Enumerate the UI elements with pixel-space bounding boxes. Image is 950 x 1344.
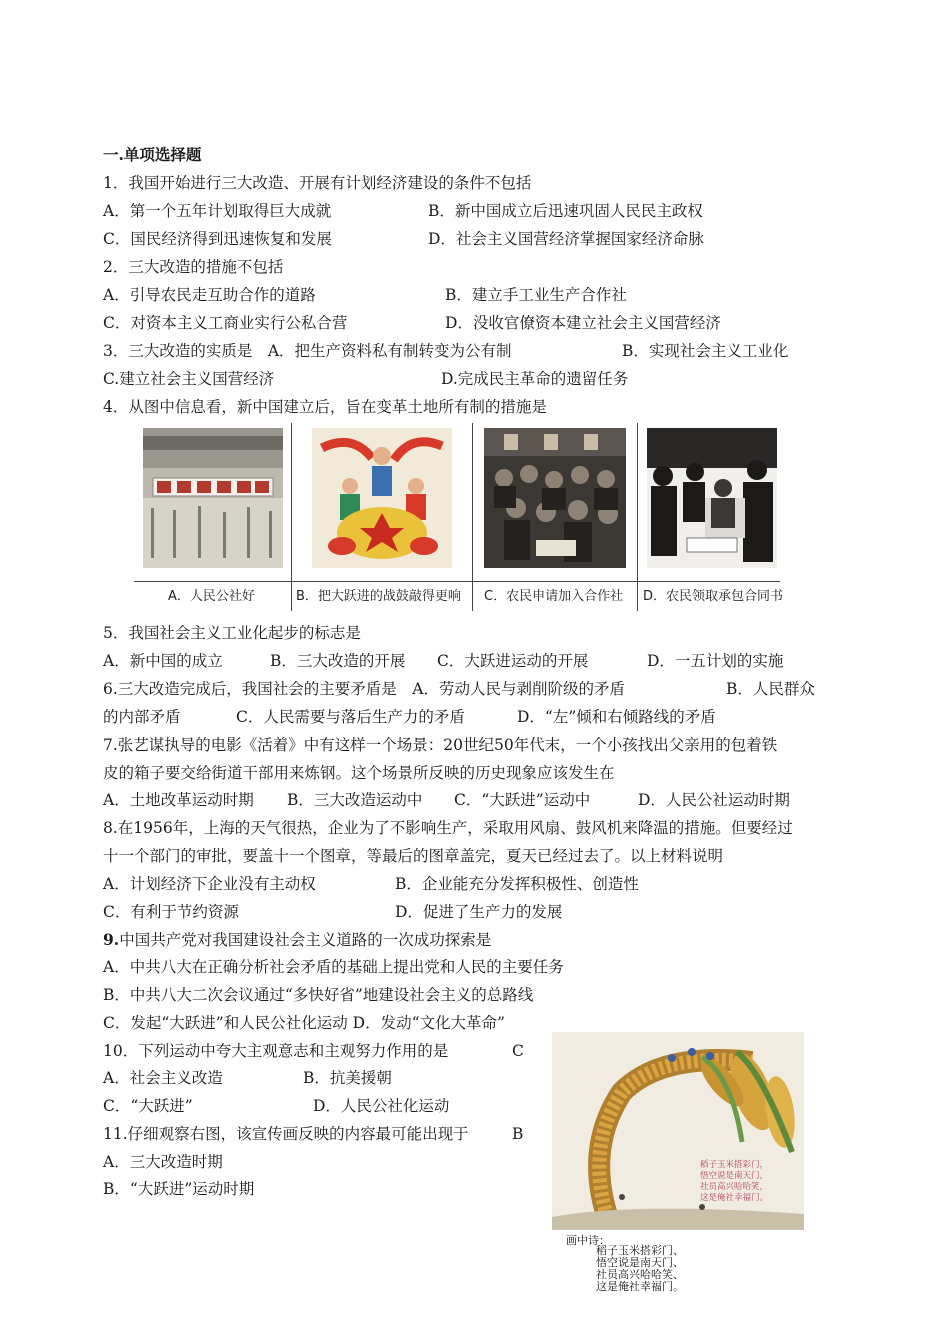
q10-answer: C xyxy=(512,1042,524,1060)
q4-caption-d: D．农民领取承包合同书 xyxy=(643,589,784,604)
q11-option-a: A．三大改造时期 xyxy=(103,1153,223,1171)
q3-option-c: C.建立社会主义国营经济 xyxy=(103,370,275,388)
q9-stem xyxy=(103,930,491,950)
q8-option-b: B．企业能充分发挥积极性、创造性 xyxy=(395,875,639,893)
q10-option-b: B．抗美援朝 xyxy=(303,1069,392,1087)
q4-caption-c: C．农民申请加入合作社 xyxy=(484,589,624,604)
q8-stem-line2: 十一个部门的审批，要盖十一个图章，等最后的图章盖完，夏天已经过去了。以上材料说明 xyxy=(103,847,724,865)
poster-poem-line: 这是俺社幸福门。 xyxy=(596,1280,684,1293)
q9-option-b: B．中共八大二次会议通过“多快好省”地建设社会主义的总路线 xyxy=(103,986,534,1004)
q7-option-c: C．“大跃进”运动中 xyxy=(454,791,591,809)
q2-option-c: C．对资本主义工商业实行公私合营 xyxy=(103,314,348,332)
q11-answer: B xyxy=(512,1125,524,1143)
propaganda-poster xyxy=(552,1032,804,1292)
q11-stem: 11.仔细观察右图，该宣传画反映的内容最可能出现于 xyxy=(103,1125,469,1143)
q1-option-c: C．国民经济得到迅速恢复和发展 xyxy=(103,230,332,248)
q5-option-b: B．三大改造的开展 xyxy=(270,652,406,670)
q4-image-c xyxy=(484,428,626,568)
q10-option-a: A．社会主义改造 xyxy=(103,1069,223,1087)
q6-option-c: C．人民需要与落后生产力的矛盾 xyxy=(236,708,465,726)
q8-option-a: A．计划经济下企业没有主动权 xyxy=(103,875,316,893)
poster-inner-text-2: 悟空说是南天门， xyxy=(700,1171,769,1181)
q9-number: 9. xyxy=(103,930,120,949)
poster-illustration xyxy=(552,1032,804,1230)
poster-poem-line: 稻子玉米搭彩门、 xyxy=(596,1244,684,1257)
q1-option-b: B．新中国成立后迅速巩固人民民主政权 xyxy=(428,202,703,220)
q1-option-a: A．第一个五年计划取得巨大成就 xyxy=(103,202,332,220)
q6-option-b-cont: 的内部矛盾 xyxy=(103,708,181,726)
q3-stem: 3．三大改造的实质是 A．把生产资料私有制转变为公有制 xyxy=(103,342,512,360)
q7-stem-line2: 皮的箱子要交给街道干部用来炼钢。这个场景所反映的历史现象应该发生在 xyxy=(103,764,615,782)
q9-option-cd: C．发起“大跃进”和人民公社化运动 D．发动“文化大革命” xyxy=(103,1014,505,1032)
q10-option-c: C．“大跃进” xyxy=(103,1097,193,1115)
q2-option-b: B．建立手工业生产合作社 xyxy=(445,286,627,304)
q3-option-d: D.完成民主革命的遗留任务 xyxy=(441,370,629,388)
q7-option-a: A．土地改革运动时期 xyxy=(103,791,254,809)
q8-stem-line1: 8.在1956年，上海的天气很热，企业为了不影响生产，采取用风扇、鼓风机来降温的措施。但要经过 xyxy=(103,819,793,837)
q7-stem-line1: 7.张艺谋执导的电影《活着》中有这样一个场景：20世纪50年代末，一个小孩找出父亲用的包着铁 xyxy=(103,736,778,754)
q10-stem: 10．下列运动中夸大主观意志和主观努力作用的是 xyxy=(103,1042,449,1060)
q2-option-a: A．引导农民走互助合作的道路 xyxy=(103,286,316,304)
q4-divider xyxy=(472,423,473,611)
poster-inner-text-3: 社员高兴哈哈笑， xyxy=(700,1182,769,1192)
q5-stem: 5．我国社会主义工业化起步的标志是 xyxy=(103,624,361,642)
q4-image-row xyxy=(134,423,784,613)
poster-inner-text-4: 这是俺社幸福门。 xyxy=(700,1193,769,1203)
poster-poem-label: 画中诗： xyxy=(566,1234,610,1247)
q4-image-a xyxy=(143,428,283,568)
q8-option-c: C．有利于节约资源 xyxy=(103,903,239,921)
q4-image-d xyxy=(647,428,777,568)
q4-image-b xyxy=(312,428,452,568)
q4-divider xyxy=(291,423,292,611)
q2-stem: 2．三大改造的措施不包括 xyxy=(103,258,284,276)
q3-option-b: B．实现社会主义工业化 xyxy=(622,342,789,360)
q6-option-d: D．“左”倾和右倾路线的矛盾 xyxy=(517,708,716,726)
q4-caption-a: A．人民公社好 xyxy=(168,589,255,604)
q4-caption-rule xyxy=(134,581,780,582)
q4-caption-b: B．把大跃进的战鼓敲得更响 xyxy=(296,589,461,604)
q4-divider xyxy=(637,423,638,611)
q9-stem-text: 中国共产党对我国建设社会主义道路的一次成功探索是 xyxy=(119,931,492,949)
q11-option-b: B．“大跃进”运动时期 xyxy=(103,1180,255,1198)
q7-option-d: D．人民公社运动时期 xyxy=(638,791,790,809)
q9-option-a: A．中共八大在正确分析社会矛盾的基础上提出党和人民的主要任务 xyxy=(103,958,564,976)
poster-inner-text-1: 稻子玉米搭彩门， xyxy=(700,1160,769,1170)
q5-option-d: D．一五计划的实施 xyxy=(647,652,784,670)
q1-stem: 1．我国开始进行三大改造、开展有计划经济建设的条件不包括 xyxy=(103,174,532,192)
poster-poem-line: 社员高兴哈哈笑、 xyxy=(596,1268,684,1281)
q2-option-d: D．没收官僚资本建立社会主义国营经济 xyxy=(445,314,721,332)
q7-option-b: B．三大改造运动中 xyxy=(287,791,423,809)
q8-option-d: D．促进了生产力的发展 xyxy=(395,903,563,921)
q1-option-d: D．社会主义国营经济掌握国家经济命脉 xyxy=(428,230,704,248)
q4-stem: 4．从图中信息看，新中国建立后，旨在变革土地所有制的措施是 xyxy=(103,398,547,416)
q5-option-c: C．大跃进运动的开展 xyxy=(437,652,589,670)
section-heading: 一.单项选择题 xyxy=(103,145,202,164)
q10-option-d: D．人民公社化运动 xyxy=(313,1097,450,1115)
q6-stem: 6.三大改造完成后，我国社会的主要矛盾是 A．劳动人民与剥削阶级的矛盾 xyxy=(103,680,625,698)
poster-poem-line: 悟空说是南天门、 xyxy=(596,1256,684,1269)
q6-option-b: B．人民群众 xyxy=(726,680,815,698)
q5-option-a: A．新中国的成立 xyxy=(103,652,223,670)
